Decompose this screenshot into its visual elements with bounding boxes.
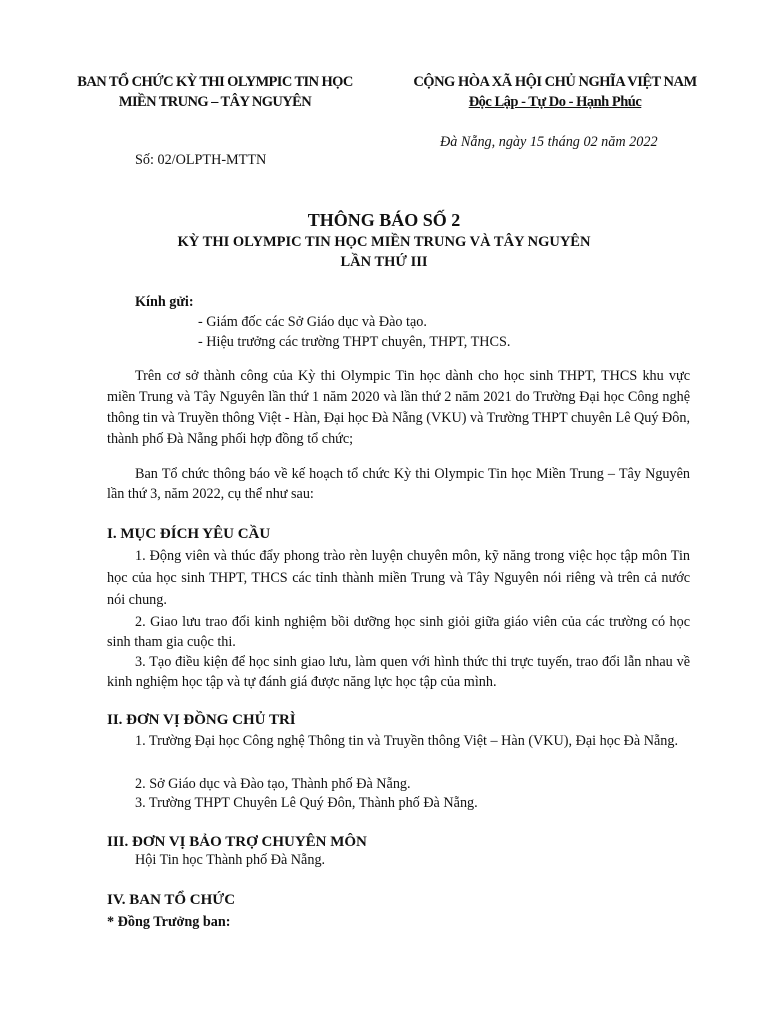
document-subtitle: KỲ THI OLYMPIC TIN HỌC MIỀN TRUNG VÀ TÂY NGUYÊN [177, 234, 591, 250]
org-name-line2: MIỀN TRUNG – TÂY NGUYÊN [118, 94, 312, 110]
recipient-item: - Giám đốc các Sở Giáo dục và Đào tạo. [198, 314, 427, 330]
list-item: 1. Động viên và thúc đẩy phong trào rèn luyện chuyên môn, kỹ năng trong việc học tập môn Tin học của học sinh THPT, THCS các tỉnh thành miền Trung và Tây Nguyên nói riêng và trên cả nước nói chung. [107, 548, 690, 608]
intro-paragraph: Ban Tổ chức thông báo về kế hoạch tổ chức Kỳ thi Olympic Tin học Miền Trung – Tây Nguyên lần thứ 3, năm 2022, cụ thể như sau: [107, 466, 690, 502]
section-heading: III. ĐƠN VỊ BẢO TRỢ CHUYÊN MÔN [107, 834, 367, 850]
document-date: Đà Nẵng, ngày 15 tháng 02 năm 2022 [440, 134, 658, 150]
subsection-label: * Đồng Trưởng ban: [107, 914, 231, 930]
national-header [395, 72, 715, 112]
section-heading: I. MỤC ĐÍCH YÊU CẦU [107, 526, 271, 542]
document-edition: LẦN THỨ III [340, 254, 428, 270]
national-motto: Độc Lập - Tự Do - Hạnh Phúc [468, 94, 642, 110]
recipient-item: - Hiệu trưởng các trường THPT chuyên, THPT, THCS. [198, 334, 511, 350]
list-item: 2. Giao lưu trao đổi kinh nghiệm bồi dưỡng học sinh giỏi giữa giáo viên của các trường có học sinh tham gia cuộc thi. [107, 614, 690, 650]
document-title: THÔNG BÁO SỐ 2 [307, 210, 461, 230]
section-heading: IV. BAN TỔ CHỨC [107, 892, 236, 908]
list-item: 1. Trường Đại học Công nghệ Thông tin và Truyền thông Việt – Hàn (VKU), Đại học Đà Nẵng. [135, 733, 679, 749]
intro-paragraph: Trên cơ sở thành công của Kỳ thi Olympic Tin học dành cho học sinh THPT, THCS khu vực miền Trung và Tây Nguyên lần thứ 1 năm 2020 và lần thứ 2 năm 2021 do Trường Đại học Công nghệ thông tin và Truyền thông Việt - Hàn, Đại học Đà Nẵng (VKU) và Trường THPT chuyên Lê Quý Đôn, thành phố Đà Nẵng phối hợp đồng tổ chức; [107, 368, 690, 447]
org-name-line1: BAN TỔ CHỨC KỲ THI OLYMPIC TIN HỌC [77, 74, 353, 90]
nation-name: CỘNG HÒA XÃ HỘI CHỦ NGHĨA VIỆT NAM [413, 74, 697, 90]
list-item: 3. Tạo điều kiện để học sinh giao lưu, làm quen với hình thức thi trực tuyến, trao đổi lẫn nhau về kinh nghiệm học tập và tự đánh giá được năng lực học tập của mình. [107, 654, 690, 690]
document-number: Số: 02/OLPTH-MTTN [135, 152, 267, 168]
section-text: Hội Tin học Thành phố Đà Nẵng. [135, 852, 326, 868]
section-heading: II. ĐƠN VỊ ĐỒNG CHỦ TRÌ [107, 712, 296, 728]
list-item: 2. Sở Giáo dục và Đào tạo, Thành phố Đà Nẵng. [135, 776, 411, 792]
issuing-organization [60, 72, 370, 112]
list-item: 3. Trường THPT Chuyên Lê Quý Đôn, Thành phố Đà Nẵng. [135, 795, 478, 811]
recipients-label: Kính gửi: [135, 294, 194, 310]
